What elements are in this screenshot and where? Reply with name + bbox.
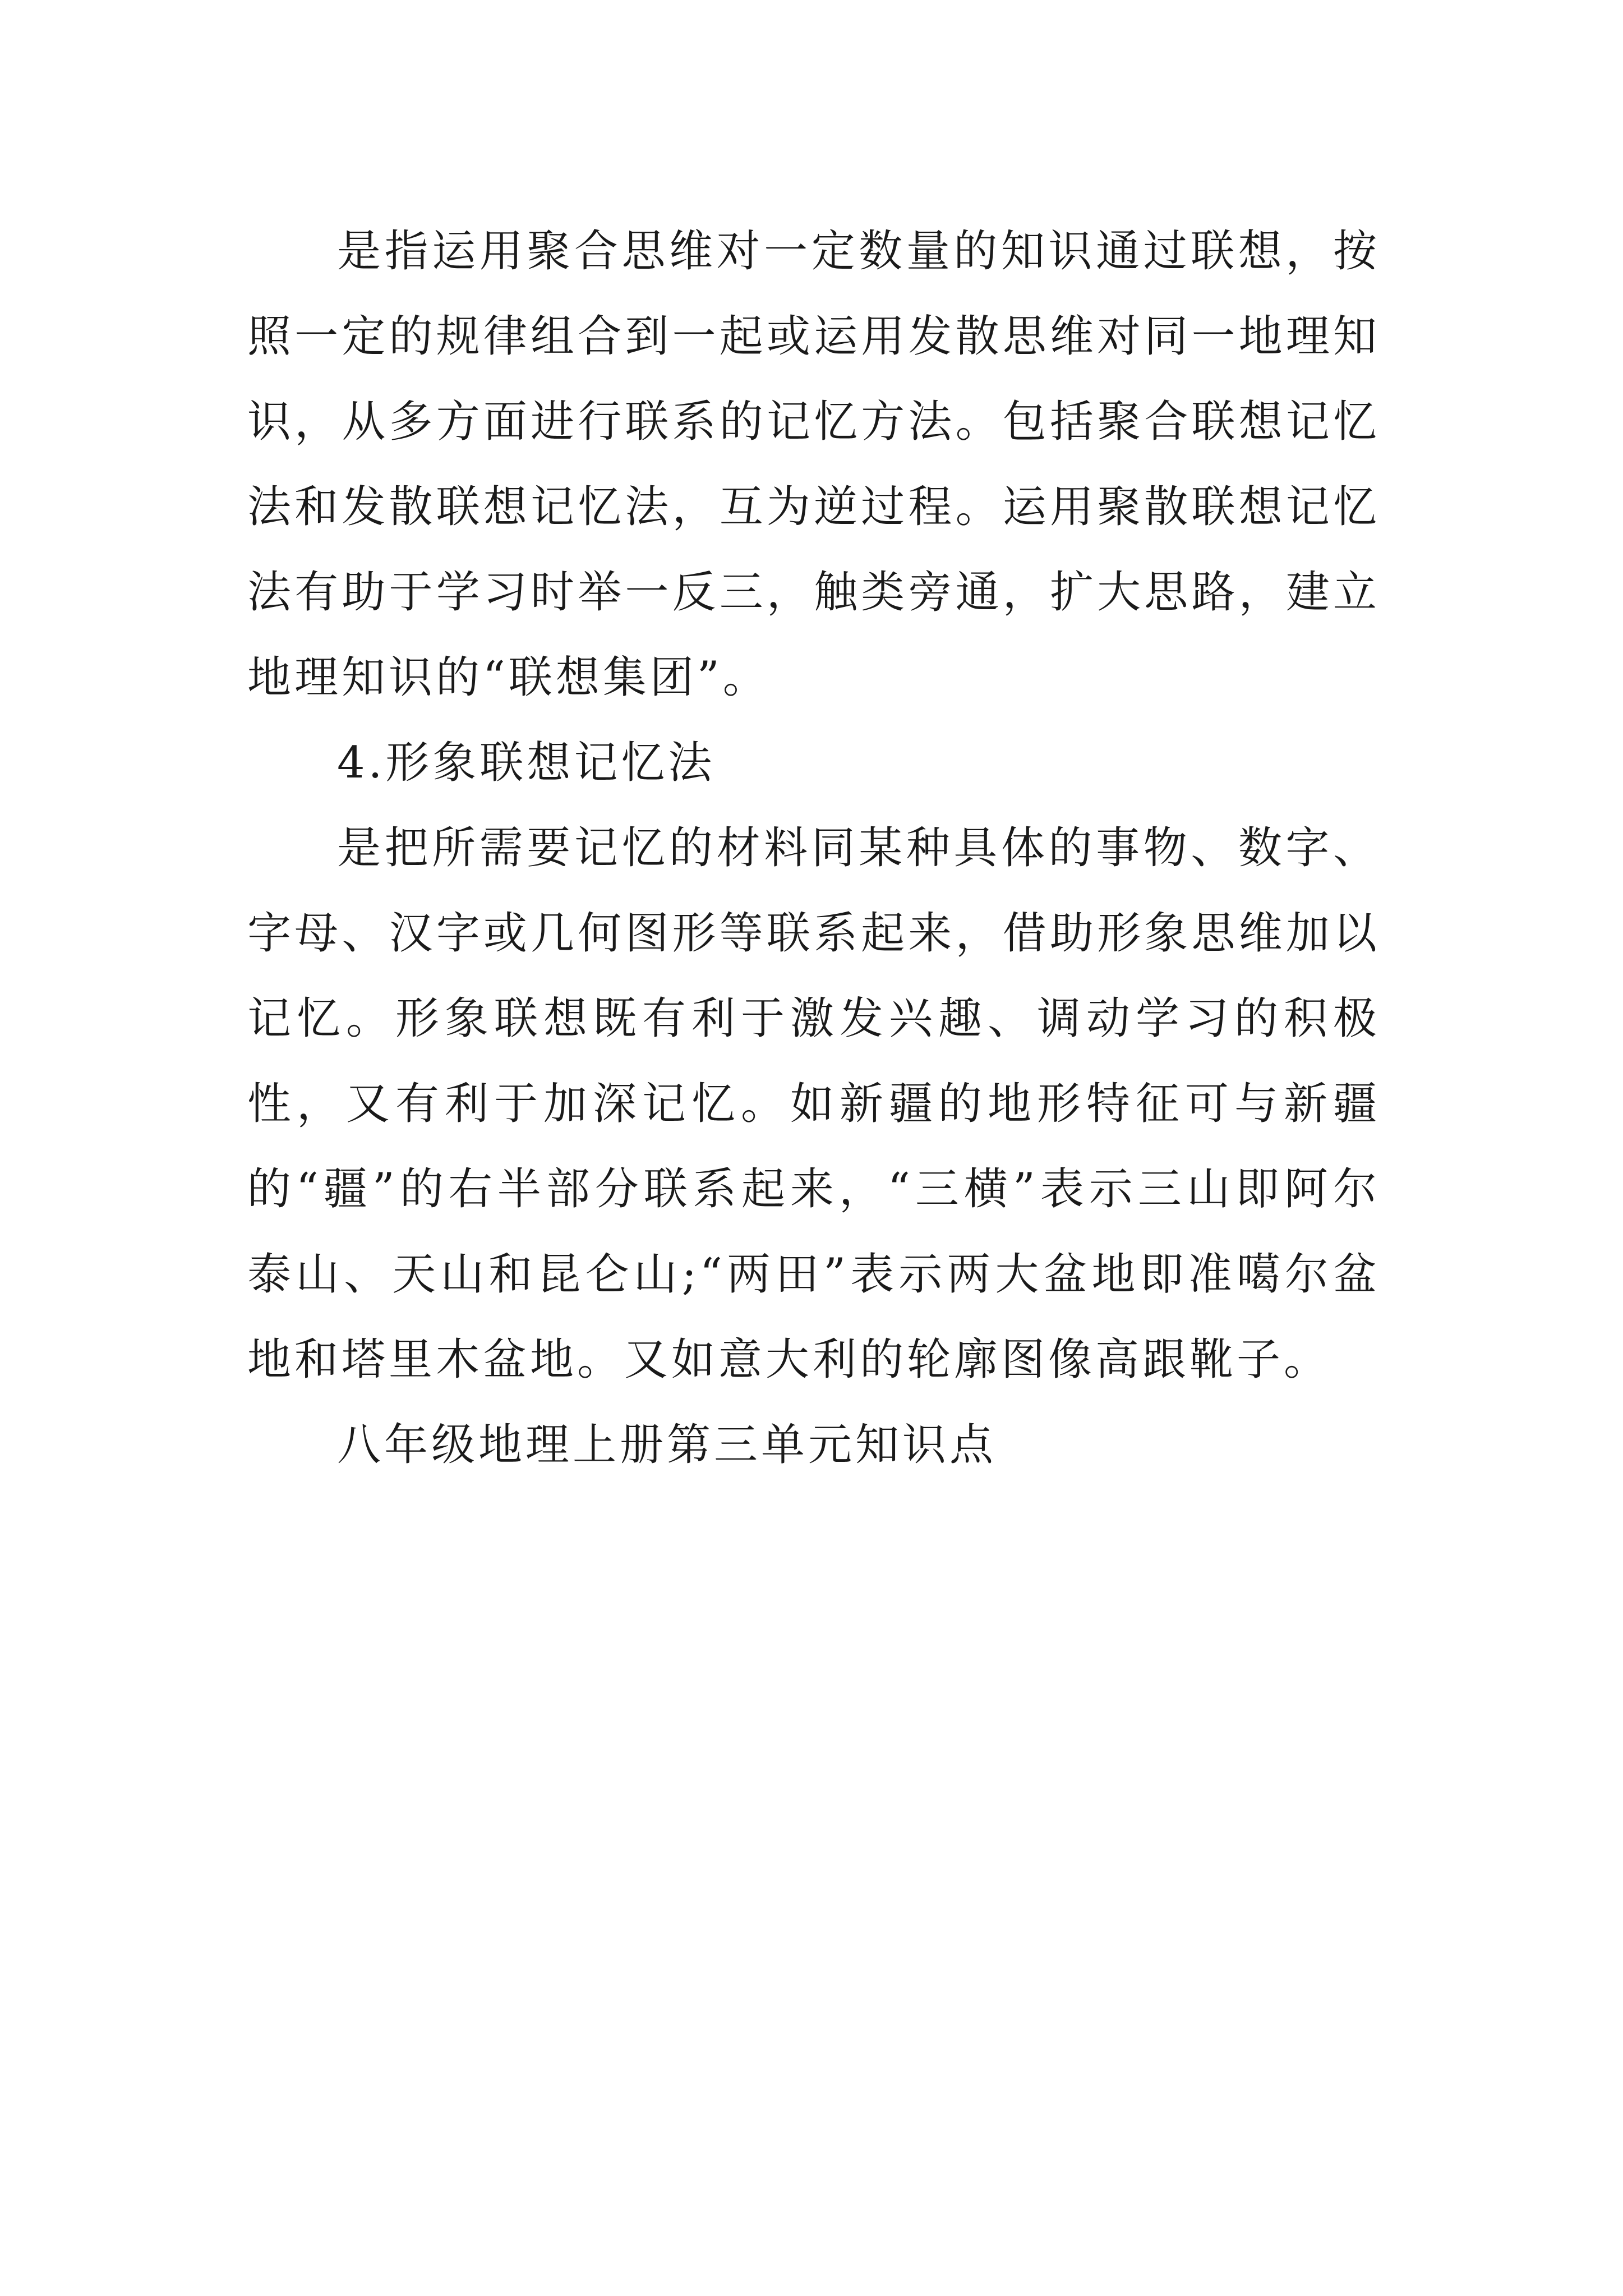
paragraph-image-association-memory: 是把所需要记忆的材料同某种具体的事物、数字、字母、汉字或几何图形等联系起来，借助形象思维加以记忆。形象联想既有利于激发兴趣、调动学习的积极性，又有利于加深记忆。如新疆的地形特征可与新疆的“疆”的右半部分联系起来，“三横”表示三山即阿尔泰山、天山和昆仑山;“两田”表示两大盆地即准噶尔盆地和塔里木盆地。又如意大利的轮廓图像高跟靴子。 [247,823,1380,1385]
paragraph-association-memory: 是指运用聚合思维对一定数量的知识通过联想，按照一定的规律组合到一起或运用发散思维对同一地理知识，从多方面进行联系的记忆方法。包括聚合联想记忆法和发散联想记忆法，互为逆过程。运用聚散联想记忆法有助于学习时举一反三，触类旁通，扩大思路，建立地理知识的“联想集团”。 [247,226,1380,703]
heading-image-association-memory: 4.形象联想记忆法 [337,738,716,788]
section-title-unit-three: 八年级地理上册第三单元知识点 [337,1420,997,1470]
document-body [247,209,1380,1488]
